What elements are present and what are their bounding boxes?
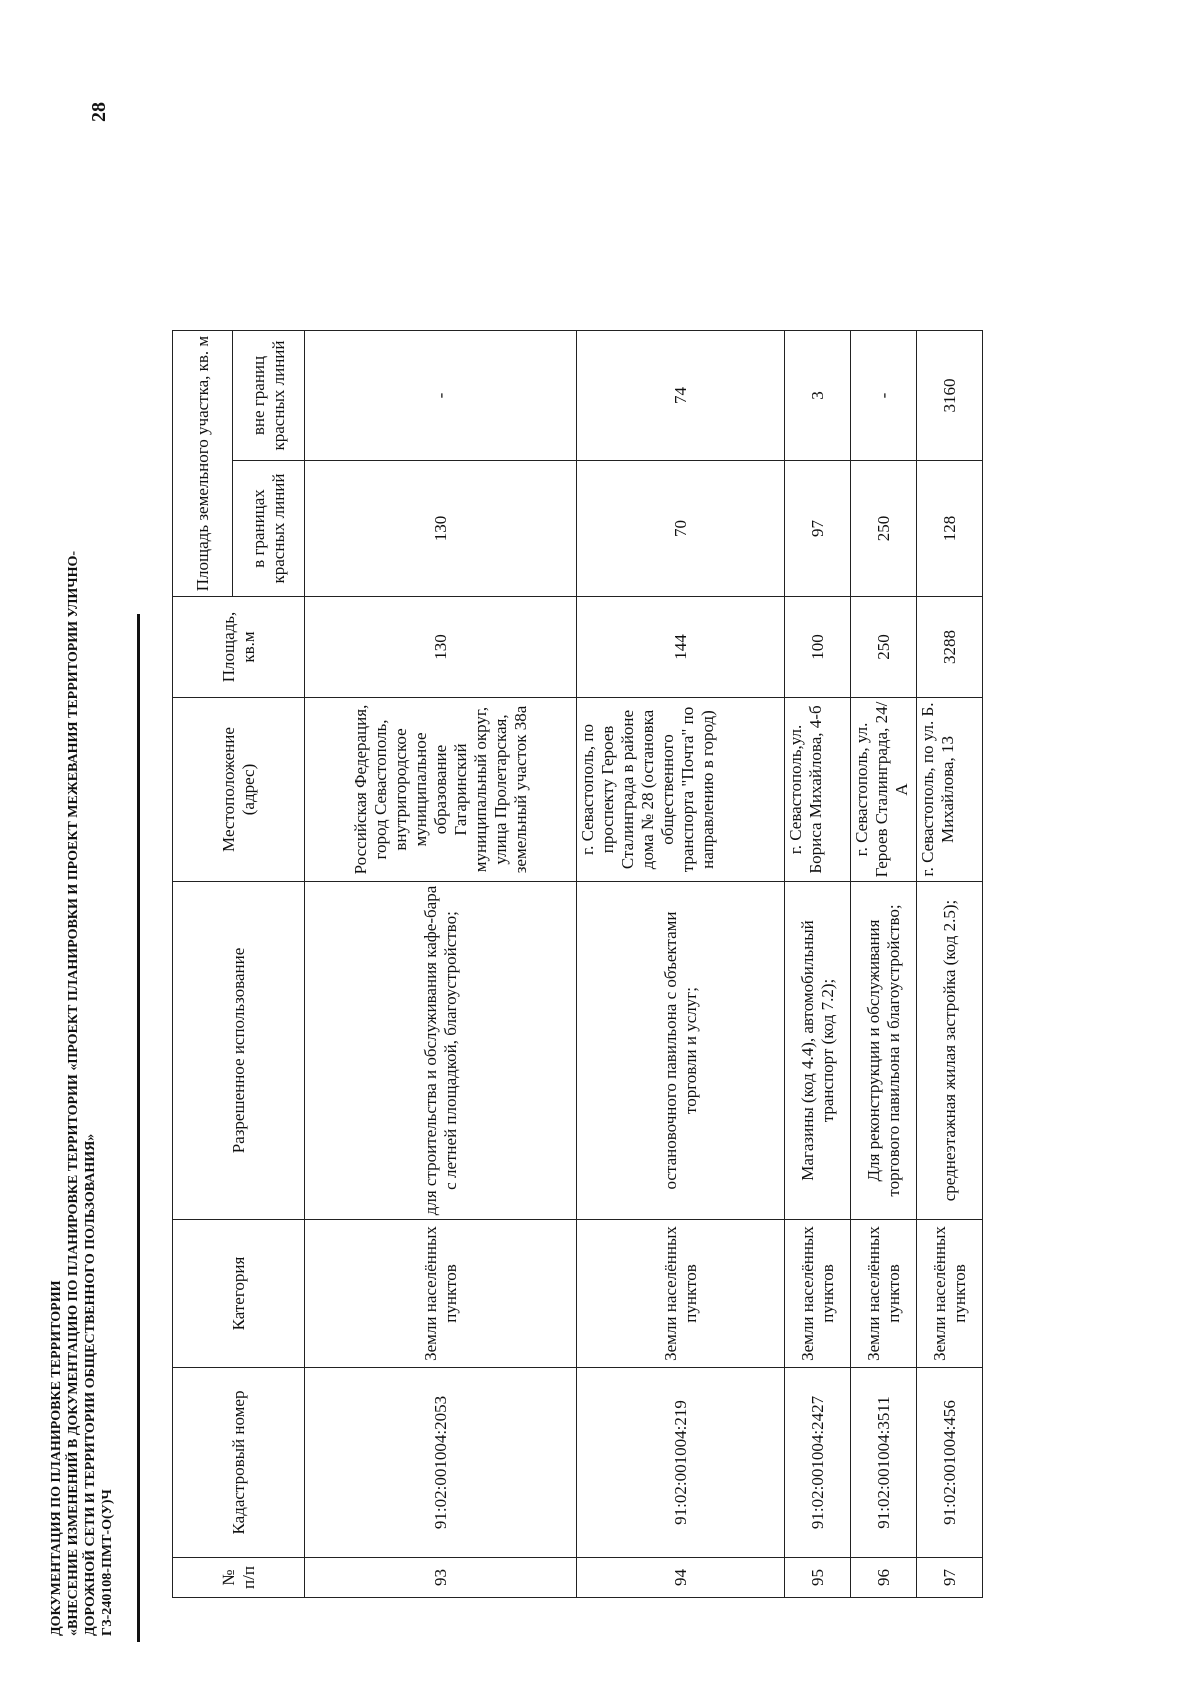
cell-location: г. Севастополь,ул. Бориса Михайлова, 4-б [785,698,851,882]
cell-usage: Магазины (код 4.4), автомобильный транспорт (код 7.2); [785,882,851,1220]
header-area: Площадь, кв.м [173,597,305,698]
cell-usage: Для реконструкции и обслуживания торгового павильона и благоустройство; [851,882,917,1220]
page-number: 28 [88,102,110,122]
cell-outside: 3160 [917,331,983,461]
cell-cadastral: 91:02:001004:456 [917,1368,983,1558]
cell-area: 100 [785,597,851,698]
header-inside-red-lines: в границах красных линий [233,461,305,597]
cell-outside: - [851,331,917,461]
table-row [577,331,785,1598]
header-line-3: ДОРОЖНОЙ СЕТИ И ТЕРРИТОРИИ ОБЩЕСТВЕННОГО ПОЛЬЗОВАНИЯ» [83,1133,98,1636]
cell-num: 96 [851,1558,917,1598]
header-usage: Разрешенное использование [173,882,305,1220]
cell-location: г. Севастополь, ул. Героев Сталинграда, 24/А [851,698,917,882]
cell-usage: остановочного павильона с объектами торговли и услуг; [577,882,785,1220]
header-line-2: «ВНЕСЕНИЕ ИЗМЕНЕНИЙ В ДОКУМЕНТАЦИЮ ПО ПЛАНИРОВКЕ ТЕРРИТОРИИ «ПРОЕКТ ПЛАНИРОВКИ И ПРОЕКТ МЕЖЕВАНИЯ ТЕРРИТОРИИ УЛИЧНО- [66,550,81,1636]
cell-outside: 3 [785,331,851,461]
cell-area: 3288 [917,597,983,698]
cell-num: 93 [305,1558,577,1598]
cell-category: Земли населённых пунктов [305,1220,577,1368]
cell-num: 97 [917,1558,983,1598]
cell-cadastral: 91:02:001004:3511 [851,1368,917,1558]
cell-cadastral: 91:02:001004:219 [577,1368,785,1558]
header-num: № п/п [173,1558,305,1598]
cell-location: г. Севастополь, по проспекту Героев Сталинграда в районе дома № 28 (остановка общественного транспорта "Почта" по направлению в город) [577,698,785,882]
cell-inside: 250 [851,461,917,597]
header-cadastral: Кадастровый номер [173,1368,305,1558]
cell-cadastral: 91:02:001004:2053 [305,1368,577,1558]
cell-location: Российская Федерация, город Севастополь, внутригородское муниципальное образование Гагаринский муниципальный округ, улица Пролетарская, земельный участок 38а [305,698,577,882]
cell-category: Земли населённых пунктов [851,1220,917,1368]
cell-num: 95 [785,1558,851,1598]
header-divider [137,614,140,1642]
cell-area: 144 [577,597,785,698]
cell-inside: 128 [917,461,983,597]
table-row [917,331,983,1598]
header-plot-area: Площадь земельного участка, кв. м [173,331,233,597]
cell-outside: 74 [577,331,785,461]
cell-location: г. Севастополь, по ул. Б. Михайлова, 13 [917,698,983,882]
cell-inside: 70 [577,461,785,597]
cell-category: Земли населённых пунктов [917,1220,983,1368]
header-location: Местоположение (адрес) [173,698,305,882]
cell-category: Земли населённых пунктов [785,1220,851,1368]
header-line-4: ГЗ-240108-ПМТ-О(У)Ч [100,1489,115,1636]
cell-area: 250 [851,597,917,698]
table-row [305,331,577,1598]
document-header [48,550,116,1636]
table-row [851,331,917,1598]
cell-cadastral: 91:02:001004:2427 [785,1368,851,1558]
cell-inside: 97 [785,461,851,597]
land-plots-table [172,330,983,1598]
header-line-1: ДОКУМЕНТАЦИЯ ПО ПЛАНИРОВКЕ ТЕРРИТОРИИ [49,1280,64,1636]
cell-outside: - [305,331,577,461]
cell-inside: 130 [305,461,577,597]
cell-area: 130 [305,597,577,698]
cell-num: 94 [577,1558,785,1598]
cell-category: Земли населённых пунктов [577,1220,785,1368]
header-outside-red-lines: вне границ красных линий [233,331,305,461]
table-row [785,331,851,1598]
header-category: Категория [173,1220,305,1368]
cell-usage: среднеэтажная жилая застройка (код 2.5); [917,882,983,1220]
cell-usage: для строительства и обслуживания кафе-бара с летней площадкой, благоустройство; [305,882,577,1220]
